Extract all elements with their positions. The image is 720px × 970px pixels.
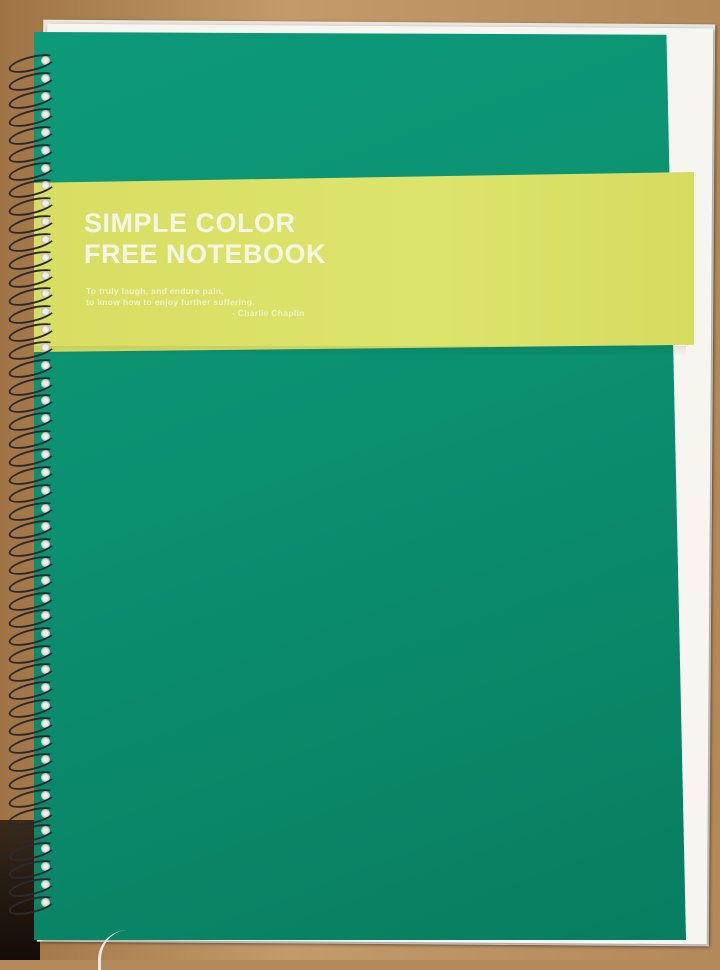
cover-title-line-2: FREE NOTEBOOK (84, 239, 327, 269)
cover-quote-line-2: to know how to enjoy further suffering. (86, 297, 255, 307)
spiral-binding (4, 56, 56, 936)
notebook-cover (34, 32, 686, 940)
band-shadow (34, 346, 686, 356)
cover-quote-line-1: To truly laugh, and endure pain, (86, 286, 224, 296)
cover-title-line-1: SIMPLE COLOR (84, 208, 296, 238)
cover-quote-attribution: - Charlie Chaplin (232, 308, 305, 318)
